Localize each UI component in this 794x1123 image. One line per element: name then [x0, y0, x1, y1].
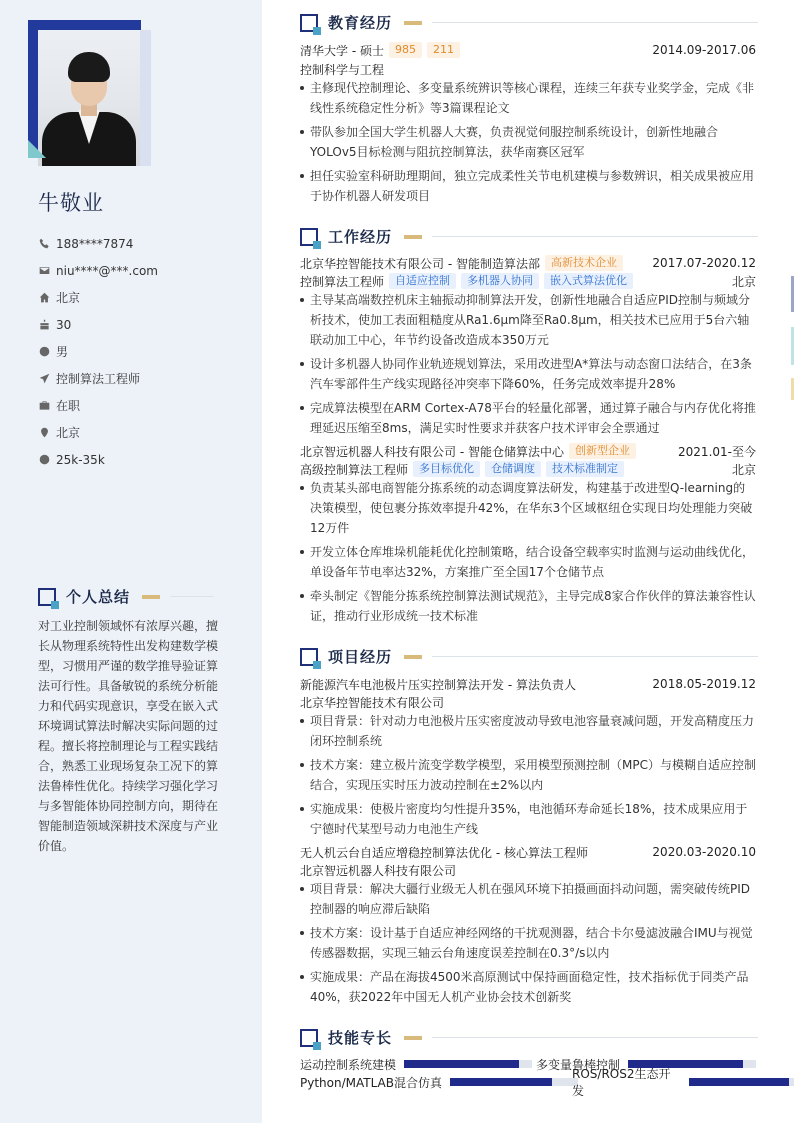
contact-info-list [38, 230, 248, 473]
section-square-icon [300, 14, 318, 32]
job-role-tag: 多目标优化 [413, 461, 480, 477]
section-gold-bar [404, 1036, 422, 1040]
education-major-row [300, 60, 756, 78]
list-item: 项目背景：针对动力电池极片压实密度波动导致电池容量衰减问题，开发高精度压力闭环控制系统 [300, 711, 756, 751]
project-company: 北京华控智能技术有限公司 [300, 695, 445, 710]
skill-bar [404, 1060, 532, 1068]
job-company-tag: 创新型企业 [569, 443, 636, 459]
info-gender-text: 男 [56, 345, 69, 359]
job-company: 北京华控智能技术有限公司 - 智能制造算法部 [300, 256, 540, 271]
skill-item [300, 1073, 578, 1091]
info-salary-text: 25k-35k [56, 452, 105, 467]
info-status [38, 392, 248, 419]
list-item: 主修现代控制理论、多变量系统辨识等核心课程，连续三年获专业奖学金，完成《非线性系统稳定性分析》等3篇课程论文 [300, 78, 756, 118]
job-city: 北京 [731, 462, 756, 477]
info-phone-text: 188****7874 [56, 236, 134, 251]
section-square-icon [300, 648, 318, 666]
skill-bar [689, 1078, 794, 1086]
profile-name: 牛敬业 [38, 191, 104, 215]
job-city: 北京 [731, 274, 756, 289]
project-company-row [300, 693, 756, 711]
info-position-text: 控制算法工程师 [56, 372, 141, 386]
job-role-row [300, 272, 756, 290]
send-icon [38, 373, 50, 385]
section-square-icon [300, 228, 318, 246]
project-bullets [300, 711, 756, 843]
gender-icon [38, 346, 50, 358]
job-role-tag: 自适应控制 [389, 273, 456, 289]
list-item: 实施成果：产品在海拔4500米高原测试中保持画面稳定性，技术指标优于同类产品40%，获2022年中国无人机产业协会技术创新奖 [300, 967, 756, 1007]
project-date: 2018.05-2019.12 [652, 677, 756, 691]
section-divider [170, 596, 214, 597]
briefcase-icon [38, 400, 50, 412]
info-home-text: 北京 [56, 291, 81, 305]
list-item: 负责某头部电商智能分拣系统的动态调度算法研发，构建基于改进型Q-learning的决策模型，使包裹分拣效率提升42%，在华东3个区域枢纽仓实现日均处理能力突破12万件 [300, 478, 756, 538]
section-divider [432, 656, 758, 657]
skill-name: 运动控制系统建模 [300, 1057, 397, 1072]
work-title: 工作经历 [328, 228, 393, 246]
phone-icon [38, 238, 50, 250]
work-heading [300, 226, 758, 247]
job-role-tag: 技术标准制定 [546, 461, 624, 477]
list-item: 完成算法模型在ARM Cortex-A78平台的轻量化部署，通过算子融合与内存优化将推理延迟压缩至8ms，满足实时性要求并获客户技术评审会全票通过 [300, 398, 756, 438]
info-age-text: 30 [56, 317, 72, 332]
info-email [38, 257, 248, 284]
projects-title: 项目经历 [328, 648, 393, 666]
section-divider [432, 236, 758, 237]
location-icon [38, 427, 50, 439]
section-gold-bar [404, 21, 422, 25]
section-gold-bar [142, 595, 160, 599]
section-square-icon [38, 588, 56, 606]
list-item: 实施成果：使极片密度均匀性提升35%，电池循环寿命延长18%，技术成果应用于宁德时代某型号动力电池生产线 [300, 799, 756, 839]
info-age [38, 311, 248, 338]
mail-icon [38, 265, 50, 277]
education-heading [300, 12, 758, 33]
job-company: 北京智远机器人科技有限公司 - 智能仓储算法中心 [300, 444, 564, 459]
job-bullets [300, 478, 756, 630]
skill-item [572, 1067, 794, 1098]
list-item: 技术方案：建立极片流变学数学模型，采用模型预测控制（MPC）与模糊自适应控制结合，实现压实时压力波动控制在±2%以内 [300, 755, 756, 795]
summary-title: 个人总结 [66, 588, 131, 606]
project-name: 无人机云台自适应增稳控制算法优化 - 核心算法工程师 [300, 845, 588, 860]
section-gold-bar [404, 235, 422, 239]
skills-title: 技能专长 [328, 1029, 393, 1047]
info-email-text: niu****@***.com [56, 263, 158, 278]
job-role: 控制算法工程师 [300, 274, 385, 289]
info-position [38, 365, 248, 392]
education-school: 清华大学 - 硕士 [300, 43, 384, 58]
projects-heading [300, 646, 758, 667]
section-divider [432, 22, 758, 23]
project-name: 新能源汽车电池极片压实控制算法开发 - 算法负责人 [300, 677, 576, 692]
summary-text: 对工业控制领域怀有浓厚兴趣，擅长从物理系统特性出发构建数学模型，习惯用严谨的数学推导验证算法可行性。具备敏锐的系统分析能力和代码实现意识，享受在嵌入式环境调试算法时解决实际问题的过程。擅长将控制理论与工程实践结合，熟悉工业现场复杂工况下的算法鲁棒性优化。持续学习强化学习与多智能体协同控制方向，期待在智能制造领域深耕技术深度与产业价值。 [38, 619, 219, 853]
job-date: 2017.07-2020.12 [652, 256, 756, 270]
education-date: 2014.09-2017.06 [652, 43, 756, 57]
education-header-row [300, 41, 756, 59]
skill-bar [450, 1078, 578, 1086]
list-item: 设计多机器人协同作业轨迹规划算法，采用改进型A*算法与动态窗口法结合，在3条汽车零部件生产线实现路径冲突率下降60%，任务完成效率提升28% [300, 354, 756, 394]
education-tag: 211 [427, 42, 460, 58]
info-status-text: 在职 [56, 399, 81, 413]
list-item: 主导某高端数控机床主轴振动抑制算法开发，创新性地融合自适应PID控制与频域分析技术，使加工表面粗糙度从Ra1.6μm降至Ra0.8μm，相关技术已应用于5台六轴联动加工中心，年节约设备改造成本350万元 [300, 290, 756, 350]
info-location-text: 北京 [56, 426, 81, 440]
job-role-row [300, 460, 756, 478]
education-title: 教育经历 [328, 14, 393, 32]
section-divider [432, 1037, 758, 1038]
project-bullets [300, 879, 756, 1011]
job-role-tag: 嵌入式算法优化 [544, 273, 633, 289]
cake-icon [38, 319, 50, 331]
sidebar [0, 0, 262, 1123]
skill-name: 多变量鲁棒控制 [536, 1057, 621, 1072]
job-date: 2021.01-至今 [678, 444, 756, 459]
job-role: 高级控制算法工程师 [300, 462, 409, 477]
section-square-icon [300, 1029, 318, 1047]
info-phone [38, 230, 248, 257]
list-item: 开发立体仓库堆垛机能耗优化控制策略，结合设备空载率实时监测与运动曲线优化，单设备年节电率达32%，方案推广至全国17个仓储节点 [300, 542, 756, 582]
education-tag: 985 [389, 42, 422, 58]
job-role-tag: 多机器人协同 [461, 273, 539, 289]
info-gender [38, 338, 248, 365]
job-bullets [300, 290, 756, 442]
list-item: 牵头制定《智能分拣系统控制算法测试规范》，主导完成8家合作伙伴的算法兼容性认证，推动行业形成统一技术标准 [300, 586, 756, 626]
skills-heading [300, 1027, 758, 1048]
job-header-row [300, 254, 756, 272]
project-header-row [300, 843, 756, 861]
salary-icon [38, 454, 50, 466]
info-home [38, 284, 248, 311]
info-location [38, 419, 248, 446]
skill-name: ROS/ROS2生态开发 [572, 1067, 671, 1098]
avatar [38, 30, 140, 166]
info-salary [38, 446, 248, 473]
photo-corner-accent [28, 140, 46, 158]
skill-bar-fill [689, 1078, 789, 1086]
project-header-row [300, 675, 756, 693]
education-major: 控制科学与工程 [300, 62, 385, 77]
list-item: 带队参加全国大学生机器人大赛，负责视觉伺服控制系统设计，创新性地融合YOLOv5目标检测与阻抗控制算法，获华南赛区冠军 [300, 122, 756, 162]
summary-heading [38, 586, 214, 607]
skill-bar-fill [404, 1060, 519, 1068]
education-bullets [300, 78, 756, 210]
skill-name: Python/MATLAB混合仿真 [300, 1075, 443, 1090]
list-item: 项目背景：解决大疆行业级无人机在强风环境下拍摄画面抖动问题，需突破传统PID控制器的响应滞后缺陷 [300, 879, 756, 919]
job-company-tag: 高新技术企业 [545, 255, 623, 271]
project-company: 北京智远机器人科技有限公司 [300, 863, 457, 878]
skill-item [300, 1055, 532, 1073]
project-date: 2020.03-2020.10 [652, 845, 756, 859]
skill-bar-fill [450, 1078, 552, 1086]
home-icon [38, 292, 50, 304]
list-item: 担任实验室科研助理期间，独立完成柔性关节电机建模与参数辨识，相关成果被应用于协作机器人研发项目 [300, 166, 756, 206]
section-gold-bar [404, 655, 422, 659]
project-company-row [300, 861, 756, 879]
job-header-row [300, 442, 756, 460]
job-role-tag: 仓储调度 [485, 461, 541, 477]
list-item: 技术方案：设计基于自适应神经网络的干扰观测器，结合卡尔曼滤波融合IMU与视觉传感器数据，实现三轴云台角速度误差控制在0.3°/s以内 [300, 923, 756, 963]
